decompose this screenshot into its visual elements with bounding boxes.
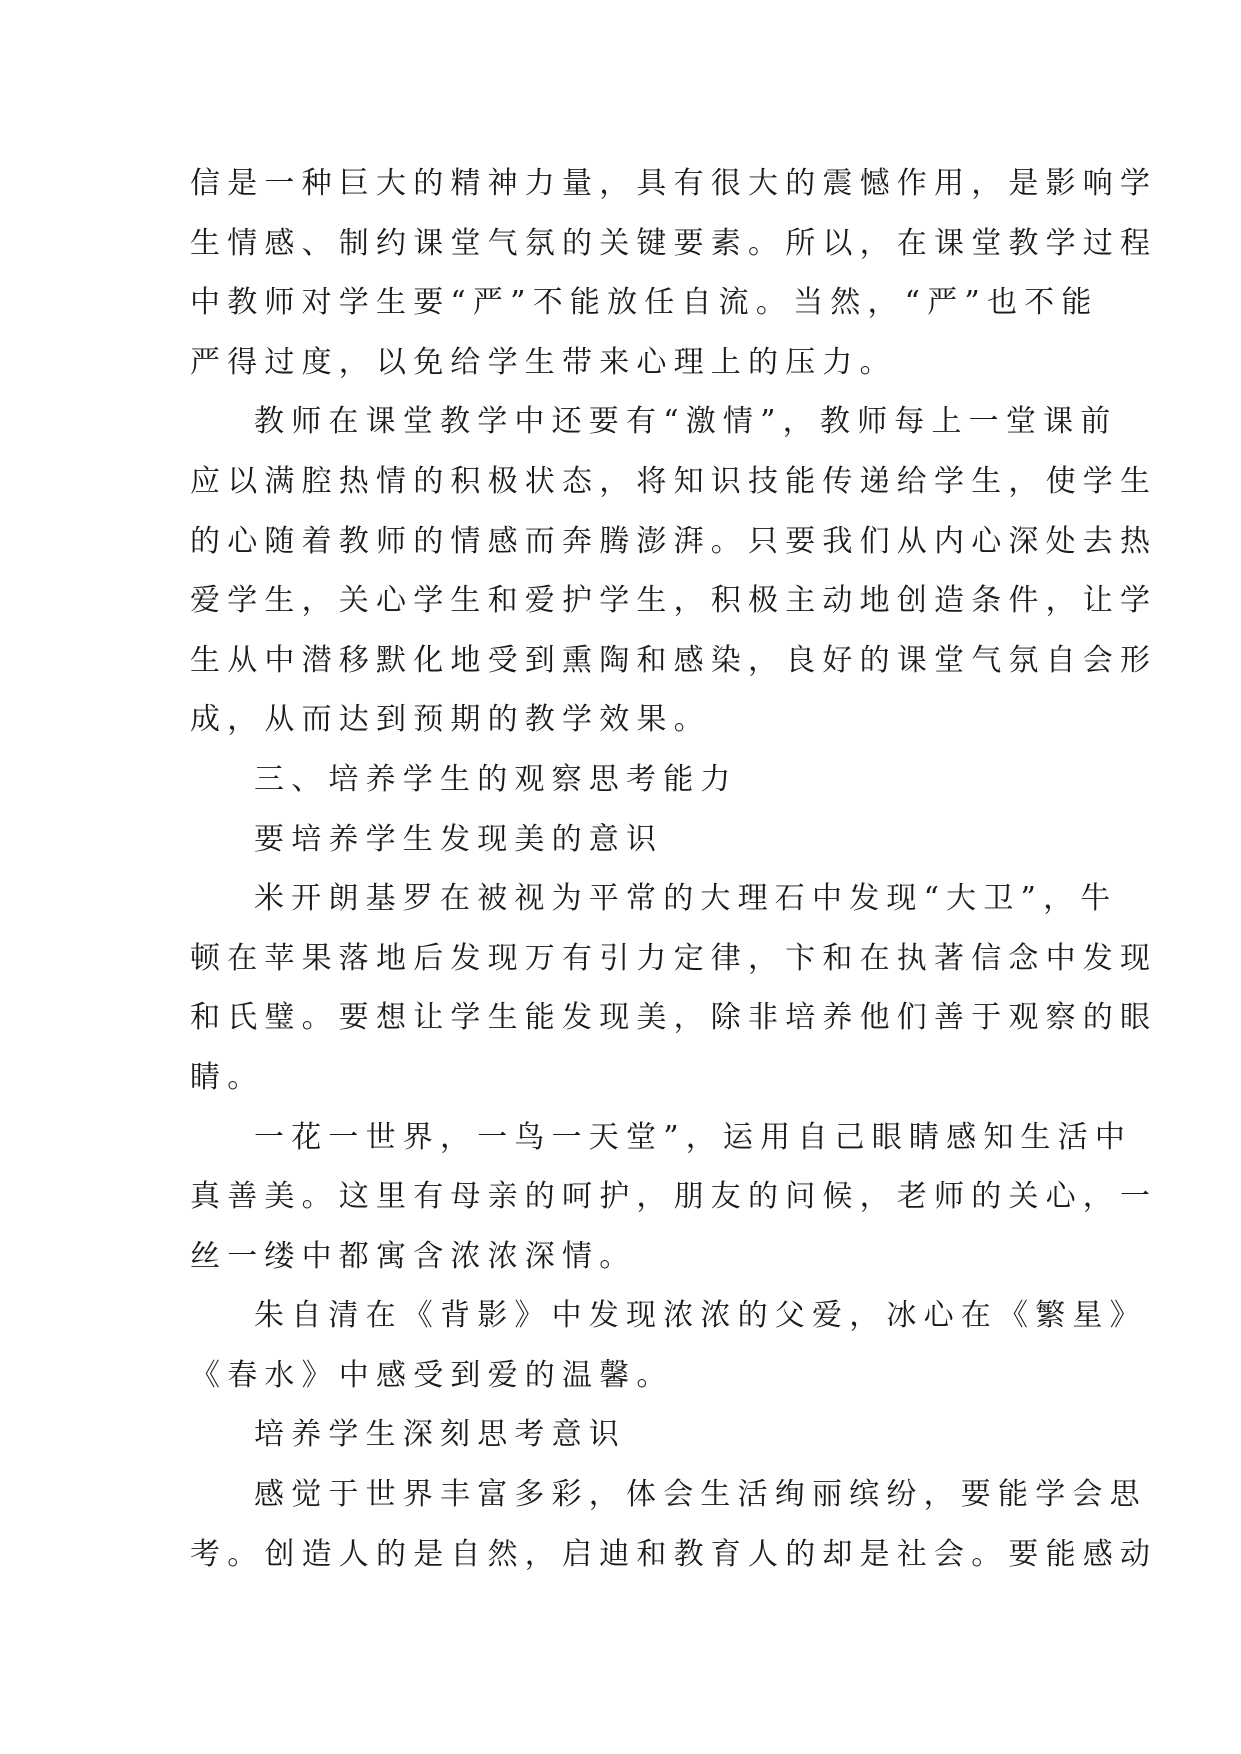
subsection-heading: 要培养学生发现美的意识	[254, 821, 664, 857]
text-line: 睛。	[190, 1059, 265, 1095]
text-line: 真善美。这里有母亲的呵护，朋友的问候，老师的关心，一	[190, 1179, 1158, 1215]
text-line: 严得过度，以免给学生带来心理上的压力。	[190, 344, 897, 380]
text-line: 顿在苹果落地后发现万有引力定律，卞和在执著信念中发现	[190, 940, 1158, 976]
text-line: 成，从而达到预期的教学效果。	[190, 702, 711, 738]
text-line: 爱学生，关心学生和爱护学生，积极主动地创造条件，让学	[190, 583, 1158, 619]
text-line: 教师在课堂教学中还要有“激情”，教师每上一堂课前	[254, 404, 1118, 440]
text-line: 生情感、制约课堂气氛的关键要素。所以，在课堂教学过程	[190, 225, 1158, 261]
document-body	[190, 154, 1158, 1584]
text-line: 米开朗基罗在被视为平常的大理石中发现“大卫”，牛	[254, 881, 1118, 917]
text-line: 的心随着教师的情感而奔腾澎湃。只要我们从内心深处去热	[190, 523, 1158, 559]
text-line: 生从中潜移默化地受到熏陶和感染，良好的课堂气氛自会形	[190, 642, 1158, 678]
text-line: 一花一世界，一鸟一天堂”，运用自己眼睛感知生活中	[254, 1119, 1133, 1155]
text-line: 朱自清在《背影》中发现浓浓的父爱，冰心在《繁星》	[254, 1298, 1147, 1334]
section-heading: 三、培养学生的观察思考能力	[254, 761, 738, 797]
text-line: 信是一种巨大的精神力量，具有很大的震憾作用，是影响学	[190, 166, 1158, 201]
text-line: 应以满腔热情的积极状态，将知识技能传递给学生，使学生	[190, 463, 1158, 499]
subsection-heading: 培养学生深刻思考意识	[254, 1417, 626, 1453]
text-line: 丝一缕中都寓含浓浓深情。	[190, 1238, 637, 1274]
text-line: 感觉于世界丰富多彩，体会生活绚丽缤纷，要能学会思	[254, 1477, 1147, 1513]
text-line: 和氏璧。要想让学生能发现美，除非培养他们善于观察的眼	[190, 1000, 1158, 1036]
text-line: 《春水》中感受到爱的温馨。	[190, 1357, 674, 1393]
text-line: 考。创造人的是自然，启迪和教育人的却是社会。要能感动	[190, 1536, 1158, 1572]
text-line: 中教师对学生要“严”不能放任自流。当然，“严”也不能	[190, 285, 1099, 321]
